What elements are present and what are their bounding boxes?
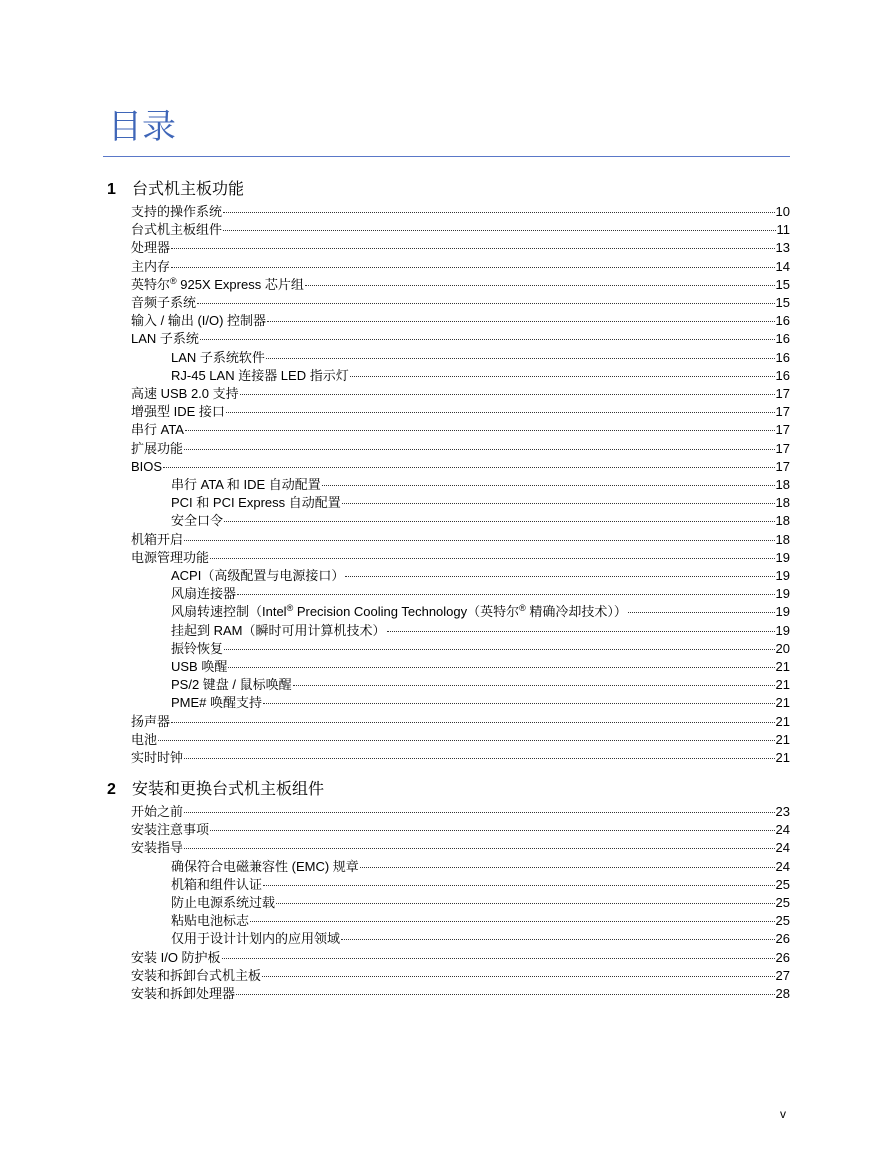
registered-mark: ® — [519, 603, 526, 614]
toc-entry[interactable] — [131, 531, 790, 549]
dot-leader — [200, 339, 775, 340]
dot-leader — [360, 867, 775, 868]
toc-entry[interactable] — [131, 312, 790, 330]
dot-leader — [223, 212, 775, 213]
dot-leader — [184, 449, 775, 450]
toc-entry-label[interactable] — [171, 658, 227, 676]
toc-entry[interactable] — [131, 458, 790, 476]
toc-entry-text: 安装和拆卸处理器 — [131, 986, 236, 1001]
chapter-number: 2 — [107, 781, 116, 798]
toc-entry-text: PME# 唤醒支持 — [171, 695, 263, 711]
toc-entry-text: RJ-45 LAN 连接器 LED 指示灯 — [171, 367, 349, 383]
chapter-heading — [107, 778, 324, 800]
toc-entry-label[interactable] — [171, 640, 223, 658]
toc-page-number[interactable]: 26 — [775, 949, 790, 965]
toc-entry-text: 风扇转速控制（Intel — [171, 604, 287, 620]
toc-entry-label[interactable] — [171, 585, 236, 603]
dot-leader — [158, 740, 775, 741]
toc-entry-label[interactable] — [171, 622, 386, 640]
toc-entry-label[interactable] — [131, 330, 199, 348]
toc-entry-text: 支持的操作系统 — [131, 204, 223, 219]
dot-leader — [387, 631, 775, 632]
toc-entry[interactable] — [131, 549, 790, 567]
toc-entry-text: LAN 子系统 — [131, 331, 199, 347]
toc-page-number[interactable]: 10 — [775, 204, 790, 219]
toc-page-number[interactable]: 15 — [775, 276, 790, 292]
dot-leader — [341, 939, 775, 940]
toc-entry-text: 实时时钟 — [131, 750, 184, 765]
dot-leader — [322, 485, 775, 486]
toc-entry-label[interactable] — [131, 458, 162, 476]
toc-entry-label[interactable] — [171, 349, 265, 367]
toc-entry-text-cont: 925X Express 芯片组 — [176, 276, 304, 292]
dot-leader — [163, 467, 774, 468]
toc-page-number[interactable]: 17 — [775, 386, 790, 401]
toc-entry[interactable] — [131, 403, 790, 421]
dot-leader — [224, 521, 775, 522]
toc-entry-label[interactable] — [131, 821, 209, 839]
toc-entry-text: 音频子系统 — [131, 295, 197, 310]
toc-page-number[interactable]: 24 — [775, 840, 790, 856]
toc-entry-label[interactable] — [131, 203, 222, 221]
toc-entry[interactable] — [131, 803, 790, 821]
dot-leader — [350, 376, 775, 377]
toc-page-number[interactable]: 18 — [775, 477, 790, 492]
toc-page-number[interactable]: 19 — [775, 604, 790, 620]
toc-entry-text: 扬声器 — [131, 713, 171, 729]
toc-entry[interactable] — [171, 349, 790, 367]
chapter-heading — [107, 178, 244, 200]
dot-leader — [250, 921, 775, 922]
toc-page-number[interactable]: 21 — [775, 731, 790, 747]
toc-page-number[interactable]: 24 — [775, 822, 790, 838]
toc-entry-label[interactable] — [171, 930, 340, 948]
page-title: 目录 — [108, 107, 176, 147]
toc-entry-text: PCI 和 PCI Express 自动配置 — [171, 495, 341, 511]
toc-page-number[interactable]: 20 — [775, 640, 790, 656]
toc-page-number[interactable]: 21 — [775, 659, 790, 674]
dot-leader — [223, 230, 775, 231]
dot-leader — [224, 649, 775, 650]
dot-leader — [185, 430, 775, 431]
toc-entry-label[interactable] — [131, 985, 235, 1003]
toc-entry[interactable] — [171, 876, 790, 894]
toc-page-number[interactable]: 17 — [775, 458, 790, 474]
toc-entry-text: 主内存 — [131, 258, 171, 274]
toc-page-number[interactable]: 18 — [775, 531, 790, 547]
toc-page-number[interactable]: 18 — [775, 513, 790, 529]
dot-leader — [184, 540, 775, 541]
toc-entry-text: 安全口令 — [171, 513, 224, 529]
toc-page-number[interactable]: 25 — [775, 876, 790, 892]
toc-entry-text: 电源管理功能 — [131, 549, 210, 565]
toc-entry-label[interactable] — [131, 713, 170, 731]
dot-leader — [210, 558, 775, 559]
toc-entry[interactable] — [171, 494, 790, 512]
toc-entry[interactable] — [171, 676, 790, 694]
toc-entry-label[interactable] — [171, 476, 321, 494]
toc-entry[interactable] — [131, 967, 790, 985]
toc-page-number[interactable]: 24 — [775, 858, 790, 874]
toc-entry-label[interactable] — [171, 876, 262, 894]
toc-entry[interactable] — [131, 821, 790, 839]
toc-entry-label[interactable] — [131, 731, 157, 749]
dot-leader — [184, 848, 775, 849]
toc-entry-text: 确保符合电磁兼容性 (EMC) 规章 — [171, 858, 359, 874]
toc-entry[interactable] — [171, 912, 790, 930]
toc-page-number[interactable]: 15 — [775, 295, 790, 310]
toc-entry-text: 台式机主板组件 — [131, 222, 223, 238]
toc-entry-text: 振铃恢复 — [171, 640, 224, 656]
toc-entry[interactable] — [171, 930, 790, 948]
dot-leader — [237, 594, 775, 595]
toc-entry-label[interactable] — [171, 367, 349, 385]
toc-entry-text: 安装 I/O 防护板 — [131, 949, 221, 965]
toc-entry-text: 仅用于设计计划内的应用领域 — [171, 931, 341, 947]
toc-entry-text: 粘贴电池标志 — [171, 913, 250, 929]
toc-entry[interactable] — [171, 640, 790, 658]
toc-page-number[interactable]: 13 — [775, 240, 790, 256]
toc-page-number[interactable]: 21 — [775, 750, 790, 765]
toc-entry[interactable] — [131, 713, 790, 731]
toc-entry-label[interactable] — [131, 749, 183, 767]
toc-entry-label[interactable] — [131, 403, 225, 421]
toc-entry-label[interactable] — [131, 803, 183, 821]
toc-entry-label[interactable] — [131, 549, 209, 567]
toc-entry-label[interactable] — [131, 276, 304, 294]
dot-leader — [171, 248, 775, 249]
toc-entry-label[interactable] — [131, 294, 196, 312]
dot-leader — [228, 667, 774, 668]
toc-page-number[interactable]: 16 — [775, 349, 790, 365]
toc-page-number[interactable]: 17 — [775, 422, 790, 438]
dot-leader — [171, 722, 775, 723]
toc-page-number[interactable]: 27 — [775, 967, 790, 983]
toc-page-number[interactable]: 26 — [775, 931, 790, 947]
toc-entry-label[interactable] — [131, 839, 183, 857]
toc-entry-text-cont: 精确冷却技术）） — [525, 604, 627, 620]
dot-leader — [184, 758, 775, 759]
toc-entry[interactable] — [171, 476, 790, 494]
toc-entry-label[interactable] — [171, 512, 223, 530]
toc-entry-text: 增强型 IDE 接口 — [131, 404, 225, 420]
toc-entry[interactable] — [131, 949, 790, 967]
dot-leader — [263, 703, 775, 704]
toc-entry-label[interactable] — [131, 258, 170, 276]
toc-page-number[interactable]: 19 — [775, 549, 790, 565]
toc-entry-text-cont: Precision Cooling Technology（英特尔 — [293, 604, 520, 620]
dot-leader — [226, 412, 775, 413]
toc-entry-label[interactable] — [171, 567, 344, 585]
toc-page-number[interactable]: 19 — [775, 586, 790, 602]
toc-entry-label[interactable] — [131, 949, 221, 967]
toc-entry-label[interactable] — [131, 967, 261, 985]
toc-entry-label[interactable] — [131, 221, 222, 239]
toc-entry-text: 开始之前 — [131, 804, 184, 819]
toc-page-number[interactable]: 25 — [775, 895, 790, 910]
toc-entry-label[interactable] — [171, 494, 341, 512]
dot-leader — [345, 576, 774, 577]
toc-page-number[interactable]: 16 — [775, 313, 790, 329]
toc-entry[interactable] — [131, 839, 790, 857]
toc-entry[interactable] — [131, 276, 790, 294]
toc-entry-label[interactable] — [171, 694, 262, 712]
toc-entry[interactable] — [131, 258, 790, 276]
toc-entry-label[interactable] — [171, 912, 249, 930]
toc-page-number[interactable]: 19 — [775, 622, 790, 638]
toc-entry[interactable] — [171, 858, 790, 876]
toc-entry-text: 处理器 — [131, 240, 171, 256]
dot-leader — [293, 685, 775, 686]
dot-leader — [236, 994, 775, 995]
toc-entry-text: 安装注意事项 — [131, 822, 210, 838]
dot-leader — [342, 503, 775, 504]
toc-page-number[interactable]: 21 — [775, 713, 790, 729]
toc-page-number[interactable]: 18 — [775, 495, 790, 511]
toc-entry-text: ACPI（高级配置与电源接口） — [171, 568, 345, 583]
toc-entry-text: USB 唤醒 — [171, 659, 228, 674]
toc-entry-text: LAN 子系统软件 — [171, 349, 265, 365]
toc-entry-text: 串行 ATA — [131, 422, 184, 438]
toc-entry[interactable] — [171, 894, 790, 912]
page-number: v — [780, 1107, 786, 1121]
toc-entry-text: 串行 ATA 和 IDE 自动配置 — [171, 477, 321, 492]
dot-leader — [267, 321, 774, 322]
dot-leader — [305, 285, 775, 286]
toc-entry-text: BIOS — [131, 458, 163, 474]
toc-entry[interactable] — [171, 567, 790, 585]
toc-entry[interactable] — [131, 294, 790, 312]
dot-leader — [171, 267, 775, 268]
toc-entry[interactable] — [131, 203, 790, 221]
dot-leader — [263, 885, 775, 886]
toc-entry[interactable] — [171, 622, 790, 640]
toc-entry-label[interactable] — [171, 858, 359, 876]
toc-entry-text: 输入 / 输出 (I/O) 控制器 — [131, 313, 267, 329]
toc-entry[interactable] — [131, 385, 790, 403]
toc-entry-text: 安装指导 — [131, 840, 184, 856]
toc-entry-text: 机箱开启 — [131, 531, 184, 547]
toc-page-number[interactable]: 21 — [775, 695, 790, 711]
toc-entry-label[interactable] — [171, 603, 627, 621]
toc-entry[interactable] — [131, 749, 790, 767]
toc-page-number[interactable]: 21 — [775, 677, 790, 693]
toc-entry[interactable] — [171, 367, 790, 385]
toc-page-number[interactable]: 17 — [775, 404, 790, 420]
toc-entry-text: 高速 USB 2.0 支持 — [131, 386, 239, 401]
toc-entry-text: 安装和拆卸台式机主板 — [131, 967, 262, 983]
toc-entry-text: 防止电源系统过载 — [171, 895, 276, 910]
toc-entry[interactable] — [131, 330, 790, 348]
toc-entry-text: 扩展功能 — [131, 440, 184, 456]
toc-entry-label[interactable] — [131, 312, 266, 330]
dot-leader — [222, 958, 775, 959]
toc-page-number[interactable]: 28 — [775, 986, 790, 1001]
dot-leader — [628, 612, 775, 613]
toc-page-number[interactable]: 11 — [776, 222, 790, 238]
toc-entry-text: PS/2 键盘 / 鼠标唤醒 — [171, 677, 292, 693]
toc-page-number[interactable]: 25 — [775, 913, 790, 929]
registered-mark: ® — [286, 603, 294, 614]
toc-entry-label[interactable] — [171, 894, 275, 912]
dot-leader — [266, 358, 775, 359]
chapter-title[interactable]: 安装和更换台式机主板组件 — [132, 779, 325, 798]
toc-entry-label[interactable] — [131, 531, 183, 549]
registered-mark: ® — [170, 275, 177, 286]
chapter-number: 1 — [107, 181, 116, 198]
toc-entry[interactable] — [171, 585, 790, 603]
toc-entry[interactable] — [131, 421, 790, 439]
toc-entry-text: 电池 — [131, 731, 158, 747]
toc-entry-label[interactable] — [131, 440, 183, 458]
toc-entry[interactable] — [171, 658, 790, 676]
dot-leader — [184, 812, 775, 813]
title-divider — [103, 156, 790, 157]
dot-leader — [210, 830, 775, 831]
toc-page-number[interactable]: 14 — [775, 258, 790, 274]
toc-entry-label[interactable] — [171, 676, 292, 694]
toc-page-number[interactable]: 16 — [775, 367, 790, 383]
toc-entry-label[interactable] — [131, 385, 239, 403]
toc-entry-text: 英特尔 — [131, 276, 171, 292]
toc-page-number[interactable]: 19 — [775, 568, 790, 583]
toc-entry-text: 风扇连接器 — [171, 586, 237, 602]
toc-page-number[interactable]: 23 — [775, 804, 790, 819]
toc-entry[interactable] — [171, 603, 790, 621]
toc-page-number[interactable]: 16 — [775, 331, 790, 347]
dot-leader — [276, 903, 775, 904]
dot-leader — [197, 303, 775, 304]
dot-leader — [240, 394, 775, 395]
toc-entry-label[interactable] — [131, 421, 184, 439]
toc-entry-label[interactable] — [131, 239, 170, 257]
toc-entry[interactable] — [171, 694, 790, 712]
toc-entry-text: 机箱和组件认证 — [171, 876, 263, 892]
toc-entry[interactable] — [131, 731, 790, 749]
toc-entry[interactable] — [131, 239, 790, 257]
dot-leader — [262, 976, 775, 977]
toc-page-number[interactable]: 17 — [775, 440, 790, 456]
toc-entry[interactable] — [171, 512, 790, 530]
toc-entry[interactable] — [131, 221, 790, 239]
toc-entry[interactable] — [131, 985, 790, 1003]
chapter-title[interactable]: 台式机主板功能 — [132, 179, 245, 198]
toc-entry-text: 挂起到 RAM（瞬时可用计算机技术） — [171, 622, 386, 638]
toc-entry[interactable] — [131, 440, 790, 458]
